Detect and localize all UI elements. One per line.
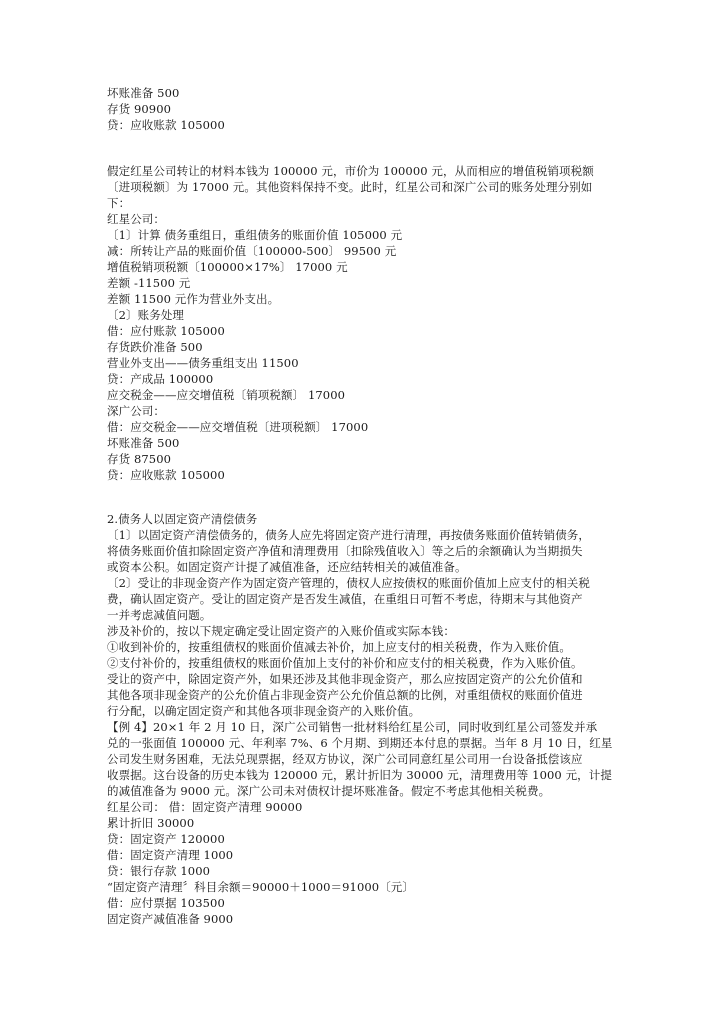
text-line: 其他各项非现金资产的公允价值占非现金资产公允价值总额的比例，对重组债权的账面价值进 (107, 688, 583, 702)
text-line: 红星公司： (107, 212, 165, 226)
text-line: “固定资产清理〞科目余额＝90000＋1000＝91000〔元〕 (107, 880, 415, 894)
text-line: 存货 90900 (107, 102, 172, 116)
text-line: 〔1〕以固定资产清偿债务的，债务人应先将固定资产进行清理，再按债务账面价值转销债务， (107, 528, 591, 542)
text-line: 借：固定资产清理 1000 (107, 848, 234, 862)
text-line: 借：应交税金——应交增值税〔进项税额〕 17000 (107, 420, 369, 434)
text-line: 存货 87500 (107, 452, 172, 466)
text-line: 借：应付票据 103500 (107, 896, 225, 910)
text-line: 〔2〕账务处理 (107, 308, 185, 322)
text-line: 差额 -11500 元 (107, 276, 191, 290)
text-line: 行分配，以确定固定资产和其他各项非现金资产的入账价值。 (107, 704, 421, 718)
text-line: 应交税金——应交增值税〔销项税额〕 17000 (107, 388, 346, 402)
text-line: 增值税销项税额〔100000×17%〕 17000 元 (107, 260, 348, 274)
text-line: 受让的资产中，除固定资产外，如果还涉及其他非现金资产，那么应按固定资产的公允价值和 (107, 672, 583, 686)
text-line: 或资本公积。如固定资产计提了减值准备，还应结转相关的减值准备。 (107, 560, 467, 574)
text-line: 将债务账面价值扣除固定资产净值和清理费用〔扣除残值收入〕等之后的余额确认为当期损失 (107, 544, 583, 558)
text-line: 贷：应收账款 105000 (107, 118, 225, 132)
text-line: 下： (107, 196, 131, 210)
text-line: ②支付补价的，按重组债权的账面价值加上支付的补价和应支付的相关税费，作为入账价值。 (107, 656, 583, 670)
text-line: 〔2〕受让的非现金资产作为固定资产管理的，债权人应按债权的账面价值加上应支付的相关税 (107, 576, 591, 590)
text-line: 红星公司： 借：固定资产清理 90000 (107, 800, 303, 814)
text-line: 贷：银行存款 1000 (107, 864, 211, 878)
text-line: 固定资产减值准备 9000 (107, 912, 234, 926)
text-line: 贷：应收账款 105000 (107, 468, 225, 482)
text-line: 一并考虑减值问题。 (107, 608, 212, 622)
text-line: 坏账准备 500 (107, 436, 180, 450)
text-line: 累计折旧 30000 (107, 816, 195, 830)
text-line: 差额 11500 元作为营业外支出。 (107, 292, 280, 306)
text-line: ①收到补价的，按重组债权的账面价值减去补价，加上应支付的相关税费，作为入账价值。 (107, 640, 571, 654)
section-heading: 2.债务人以固定资产清偿债务 (107, 512, 258, 526)
text-line: 贷：产成品 100000 (107, 372, 214, 386)
text-line: 兑的一张面值 100000 元、年利率 7%、6 个月期、到期还本付息的票据。当年 8 月 10 日，红星 (107, 736, 613, 750)
text-line: 〔进项税额〕为 17000 元。其他资料保持不变。此时，红星公司和深广公司的账务处理分别如 (107, 180, 593, 194)
text-line: 〔1〕计算 债务重组日，重组债务的账面价值 105000 元 (107, 228, 403, 242)
text-line: 存货跌价准备 500 (107, 340, 203, 354)
text-line: 涉及补价的，按以下规定确定受让固定资产的入账价值或实际本钱： (107, 624, 455, 638)
text-line: 收票据。这台设备的历史本钱为 120000 元，累计折旧为 30000 元，清理费用等 1000 元，计提 (107, 768, 612, 782)
text-line: 借：应付账款 105000 (107, 324, 225, 338)
text-line: 贷：固定资产 120000 (107, 832, 225, 846)
text-line: 假定红星公司转让的材料本钱为 100000 元，市价为 100000 元，从而相应的增值税销项税额 (107, 164, 594, 178)
text-line: 减：所转让产品的账面价值〔100000-500〕 99500 元 (107, 244, 397, 258)
text-line: 的减值准备为 9000 元。深广公司未对债权计提坏账准备。假定不考虑其他相关税费。 (107, 784, 551, 798)
text-line: 【例 4】20×1 年 2 月 10 日，深广公司销售一批材料给红星公司，同时收到红星公司签发并承 (107, 720, 598, 734)
text-line: 坏账准备 500 (107, 86, 180, 100)
text-line: 公司发生财务困难，无法兑现票据，经双方协议，深广公司同意红星公司用一台设备抵偿该应 (107, 752, 583, 766)
text-line: 深广公司： (107, 404, 165, 418)
text-line: 费，确认固定资产。受让的固定资产是否发生减值，在重组日可暂不考虑，待期末与其他资产 (107, 592, 583, 606)
text-line: 营业外支出——债务重组支出 11500 (107, 356, 299, 370)
